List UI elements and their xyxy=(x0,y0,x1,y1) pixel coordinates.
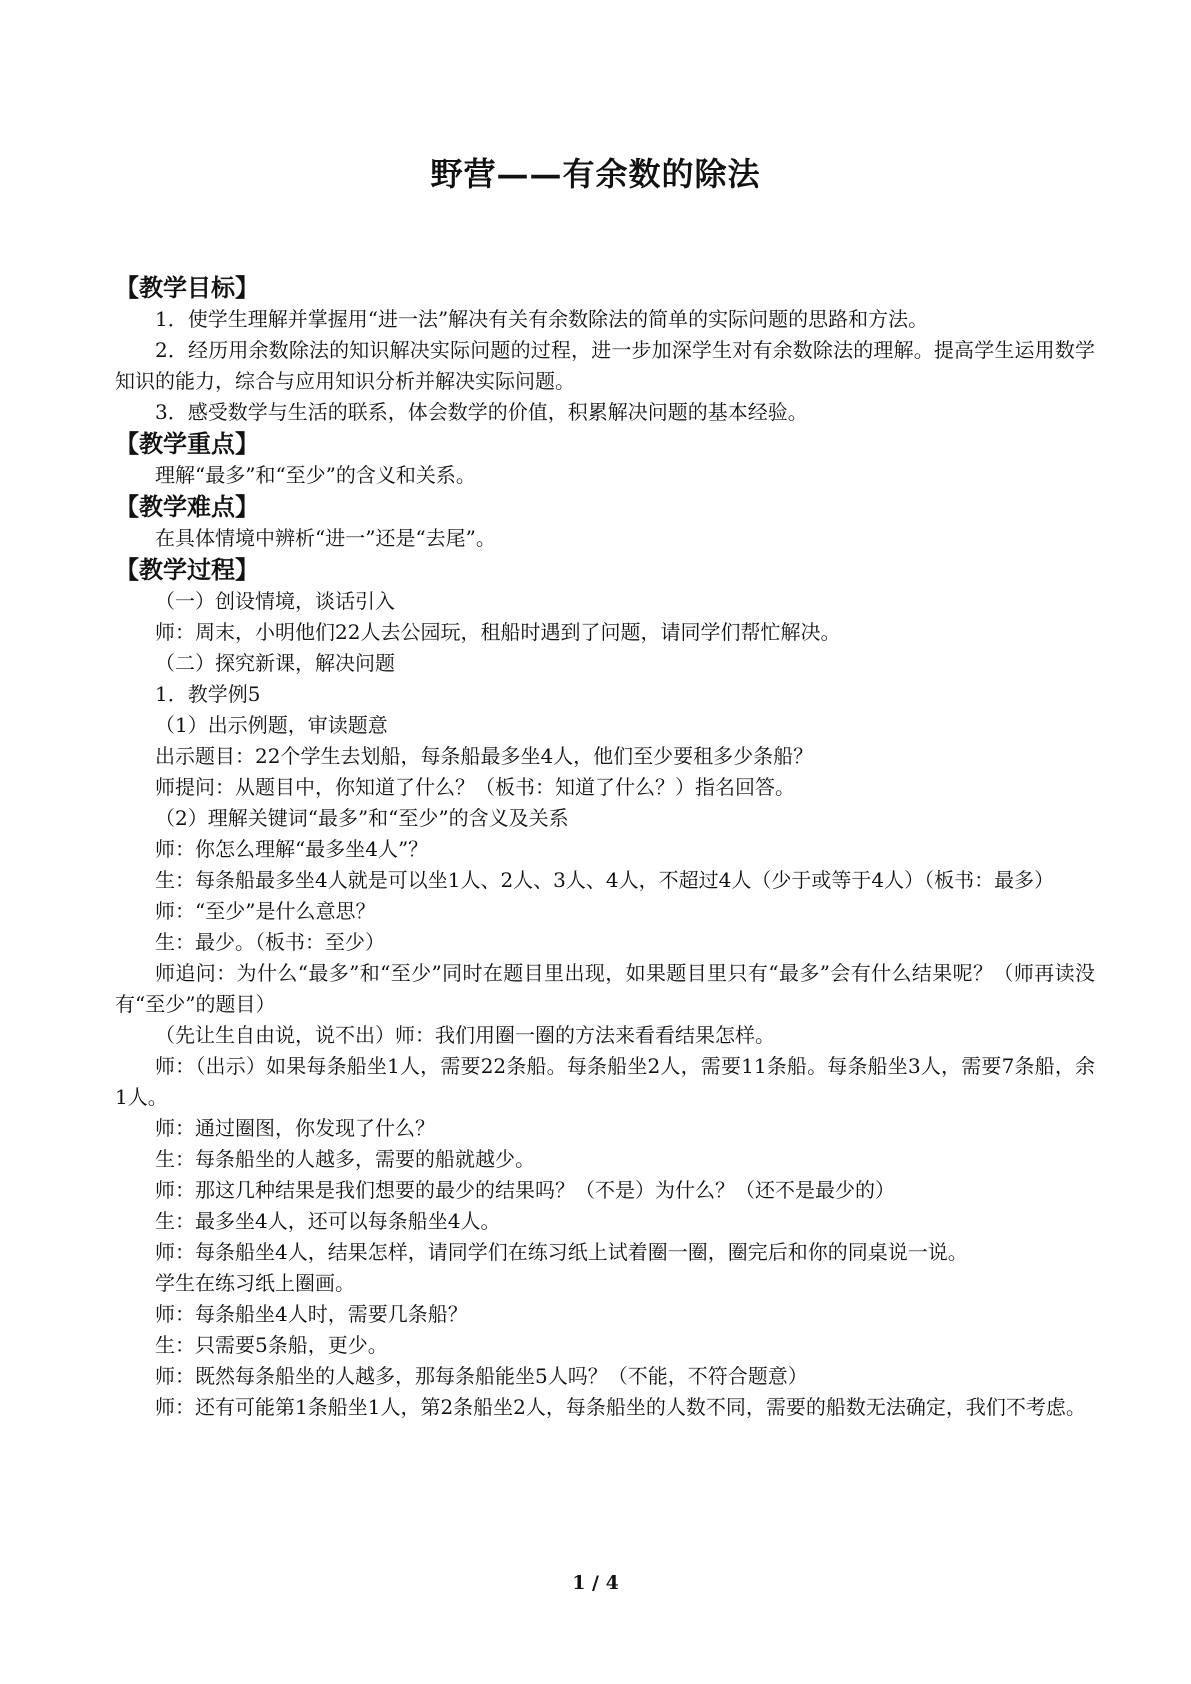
paragraph: 师：每条船坐4人，结果怎样，请同学们在练习纸上试着圈一圈，圈完后和你的同桌说一说。 xyxy=(155,1240,968,1264)
paragraph: （一）创设情境，谈话引入 xyxy=(155,589,395,613)
paragraph: 生：每条船坐的人越多，需要的船就越少。 xyxy=(155,1147,535,1171)
paragraph: 师：周末，小明他们22人去公园玩，租船时遇到了问题，请同学们帮忙解决。 xyxy=(155,620,841,644)
paragraph: 师：既然每条船坐的人越多，那每条船能坐5人吗？（不能，不符合题意） xyxy=(155,1364,808,1388)
paragraph: 生：每条船最多坐4人就是可以坐1人、2人、3人、4人，不超过4人（少于或等于4人）（板书：最多） xyxy=(155,868,1055,892)
paragraph: 出示题目：22个学生去划船，每条船最多坐4人，他们至少要租多少条船？ xyxy=(155,744,814,768)
paragraph: 师：还有可能第1条船坐1人，第2条船坐2人，每条船坐的人数不同，需要的船数无法确定，我们不考虑。 xyxy=(155,1395,1086,1419)
paragraph: 师：通过圈图，你发现了什么？ xyxy=(155,1116,435,1140)
section-heading-key-points: 【教学重点】 xyxy=(115,429,259,458)
paragraph: 师追问：为什么“最多”和“至少”同时在题目里出现，如果题目里只有“最多”会有什么结果呢？（师再读没有“至少”的题目） xyxy=(115,961,1095,1016)
paragraph: 师：你怎么理解“最多坐4人”？ xyxy=(155,837,429,861)
paragraph: 师：（出示）如果每条船坐1人，需要22条船。每条船坐2人，需要11条船。每条船坐3人，需要7条船，余1人。 xyxy=(115,1054,1095,1109)
paragraph: 生：最少。（板书：至少） xyxy=(155,930,385,954)
paragraph: 师：那这几种结果是我们想要的最少的结果吗？（不是）为什么？（还不是最少的） xyxy=(155,1178,895,1202)
paragraph: （二）探究新课，解决问题 xyxy=(155,651,395,675)
paragraph: 理解“最多”和“至少”的含义和关系。 xyxy=(155,463,476,487)
section-heading-process: 【教学过程】 xyxy=(115,555,259,584)
page-number: 1 / 4 xyxy=(572,1572,619,1594)
paragraph: （先让生自由说，说不出）师：我们用圈一圈的方法来看看结果怎样。 xyxy=(155,1023,775,1047)
paragraph: （1）出示例题，审读题意 xyxy=(155,713,388,737)
paragraph: 在具体情境中辨析“进一”还是“去尾”。 xyxy=(155,526,496,550)
paragraph: 3．感受数学与生活的联系，体会数学的价值，积累解决问题的基本经验。 xyxy=(155,400,808,424)
paragraph: 1．使学生理解并掌握用“进一法”解决有关有余数除法的简单的实际问题的思路和方法。 xyxy=(155,307,929,331)
paragraph: 2．经历用余数除法的知识解决实际问题的过程，进一步加深学生对有余数除法的理解。提高学生运用数学知识的能力，综合与应用知识分析并解决实际问题。 xyxy=(115,338,1095,393)
document-title: 野营——有余数的除法 xyxy=(430,155,761,193)
document-body xyxy=(115,272,1095,1423)
paragraph: 师：“至少”是什么意思？ xyxy=(155,899,376,923)
section-heading-difficulties: 【教学难点】 xyxy=(115,492,259,521)
section-heading-objectives: 【教学目标】 xyxy=(115,273,259,302)
paragraph: 1．教学例5 xyxy=(155,682,261,706)
paragraph: 生：只需要5条船，更少。 xyxy=(155,1333,388,1357)
paragraph: 师：每条船坐4人时，需要几条船？ xyxy=(155,1302,468,1326)
paragraph: 师提问：从题目中，你知道了什么？（板书：知道了什么？）指名回答。 xyxy=(155,775,795,799)
paragraph: 生：最多坐4人，还可以每条船坐4人。 xyxy=(155,1209,501,1233)
paragraph: 学生在练习纸上圈画。 xyxy=(155,1271,355,1295)
paragraph: （2）理解关键词“最多”和“至少”的含义及关系 xyxy=(155,806,569,830)
